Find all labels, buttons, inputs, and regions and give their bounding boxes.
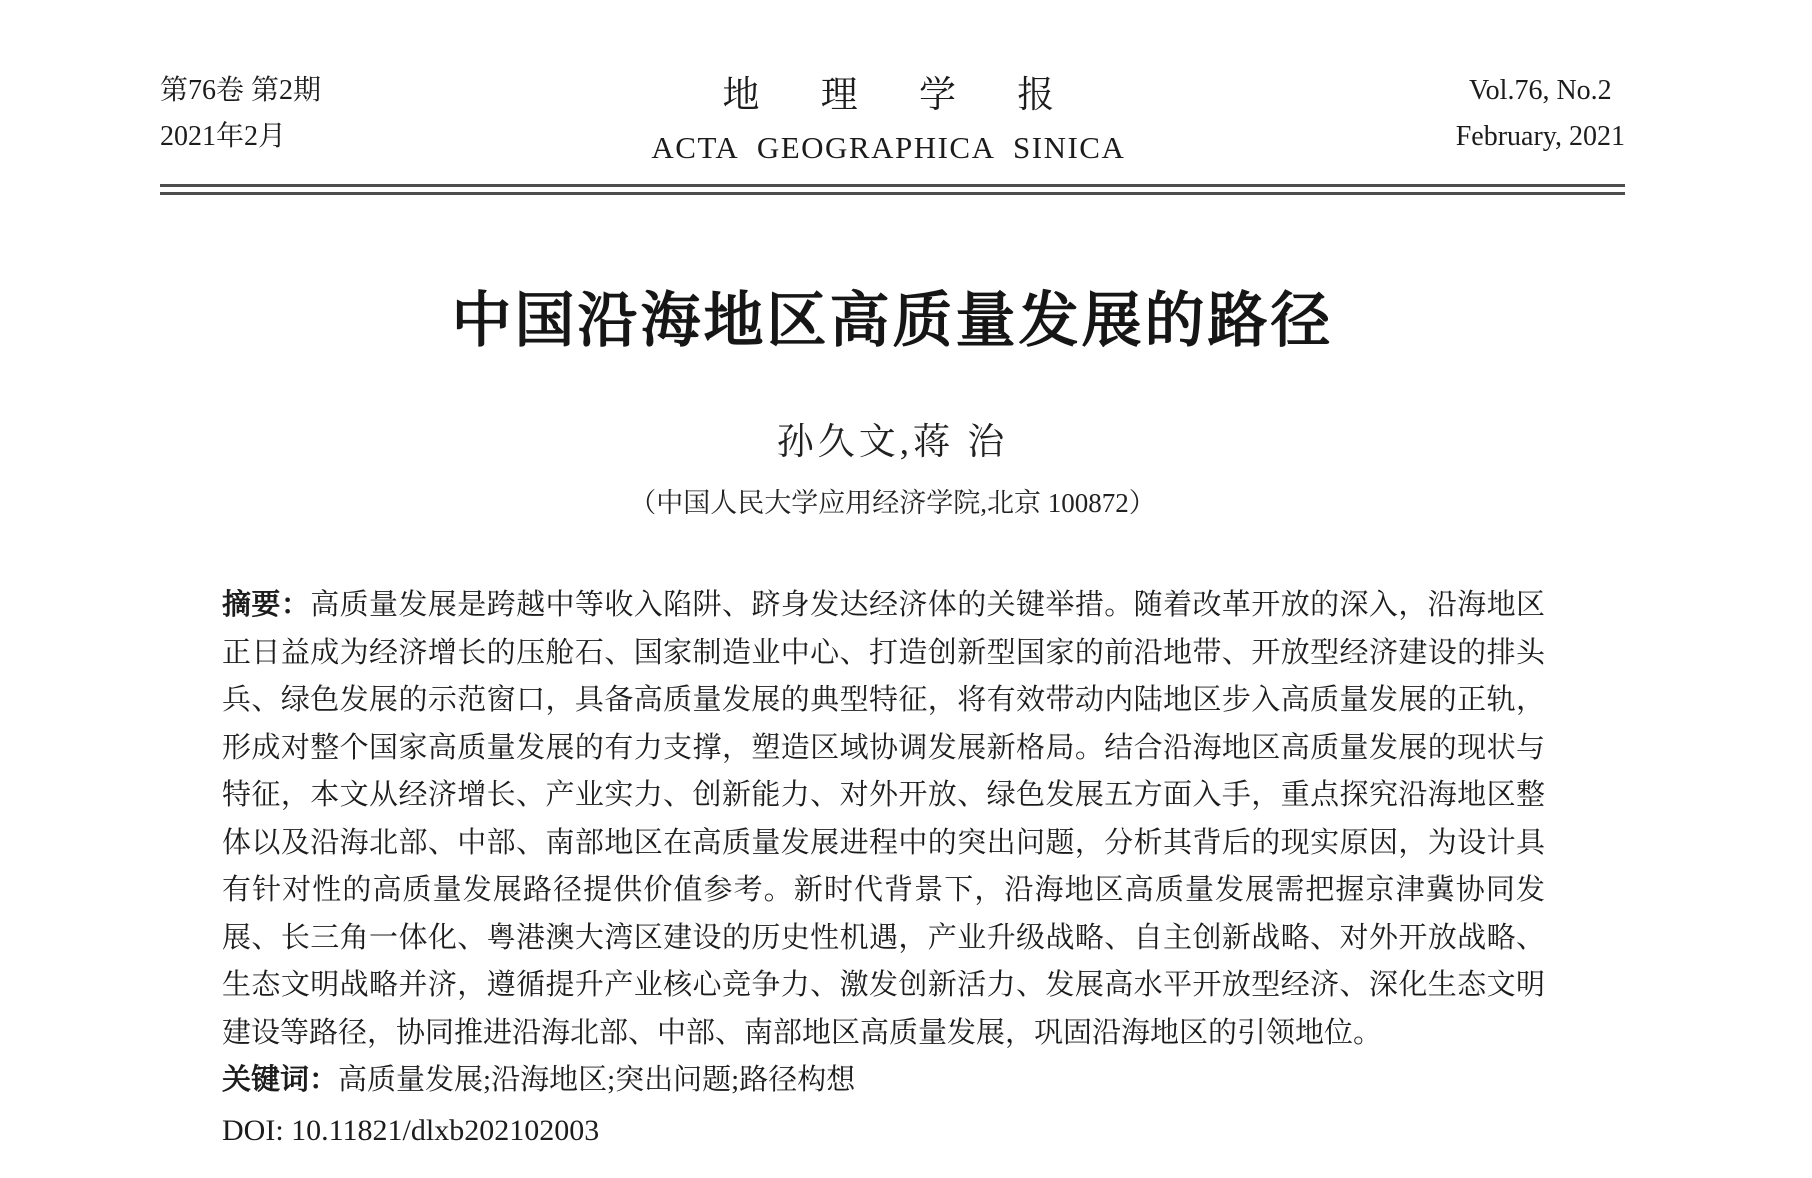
masthead-left xyxy=(160,60,321,160)
issue-date-en: February, 2021 xyxy=(1455,121,1625,152)
abstract-text: 高质量发展是跨越中等收入陷阱、跻身发达经济体的关键举措。随着改革开放的深入，沿海地区正日益成为经济增长的压舱石、国家制造业中心、打造创新型国家的前沿地带、开放型经济建设的排头兵、绿色发展的示范窗口，具备高质量发展的典型特征，将有效带动内陆地区步入高质量发展的正轨，形成对整个国家高质量发展的有力支撑，塑造区域协调发展新格局。结合沿海地区高质量发展的现状与特征，本文从经济增长、产业实力、创新能力、对外开放、绿色发展五方面入手，重点探究沿海地区整体以及沿海北部、中部、南部地区在高质量发展进程中的突出问题，分析其背后的现实原因，为设计具有针对性的高质量发展路径提供价值参考。新时代背景下，沿海地区高质量发展需把握京津冀协同发展、长三角一体化、粤港澳大湾区建设的历史性机遇，产业升级战略、自主创新战略、对外开放战略、生态文明战略并济，遵循提升产业核心竞争力、激发创新活力、发展高水平开放型经济、深化生态文明建设等路径，协同推进沿海北部、中部、南部地区高质量发展，巩固沿海地区的引领地位。 xyxy=(222,589,1545,1049)
journal-title-cn: 地 理 学 报 xyxy=(722,75,1081,116)
abstract-label: 摘要： xyxy=(222,589,311,621)
masthead-right xyxy=(1456,60,1625,160)
journal-title-en: ACTA GEOGRAPHICA SINICA xyxy=(651,130,1126,165)
article-title: 中国沿海地区高质量发展的路径 xyxy=(451,287,1334,354)
issue-date-cn: 2021年2月 xyxy=(160,121,287,152)
volume-issue-cn: 第76卷 第2期 xyxy=(160,75,322,106)
masthead-divider xyxy=(160,184,1625,195)
masthead-center xyxy=(321,60,1456,166)
abstract-paragraph xyxy=(222,582,1545,1057)
keywords-label: 关键词： xyxy=(222,1064,339,1096)
keywords-line xyxy=(222,1057,1545,1105)
affiliation: （中国人民大学应用经济学院,北京 100872） xyxy=(629,488,1156,518)
keywords-text: 高质量发展;沿海地区;突出问题;路径构想 xyxy=(338,1064,856,1096)
masthead xyxy=(160,60,1625,166)
authors: 孙久文,蒋 治 xyxy=(776,422,1009,463)
volume-issue-en: Vol.76, No.2 xyxy=(1469,75,1612,106)
doi-line: DOI: 10.11821/dlxb202102003 xyxy=(222,1113,600,1147)
abstract-block xyxy=(222,582,1545,1154)
